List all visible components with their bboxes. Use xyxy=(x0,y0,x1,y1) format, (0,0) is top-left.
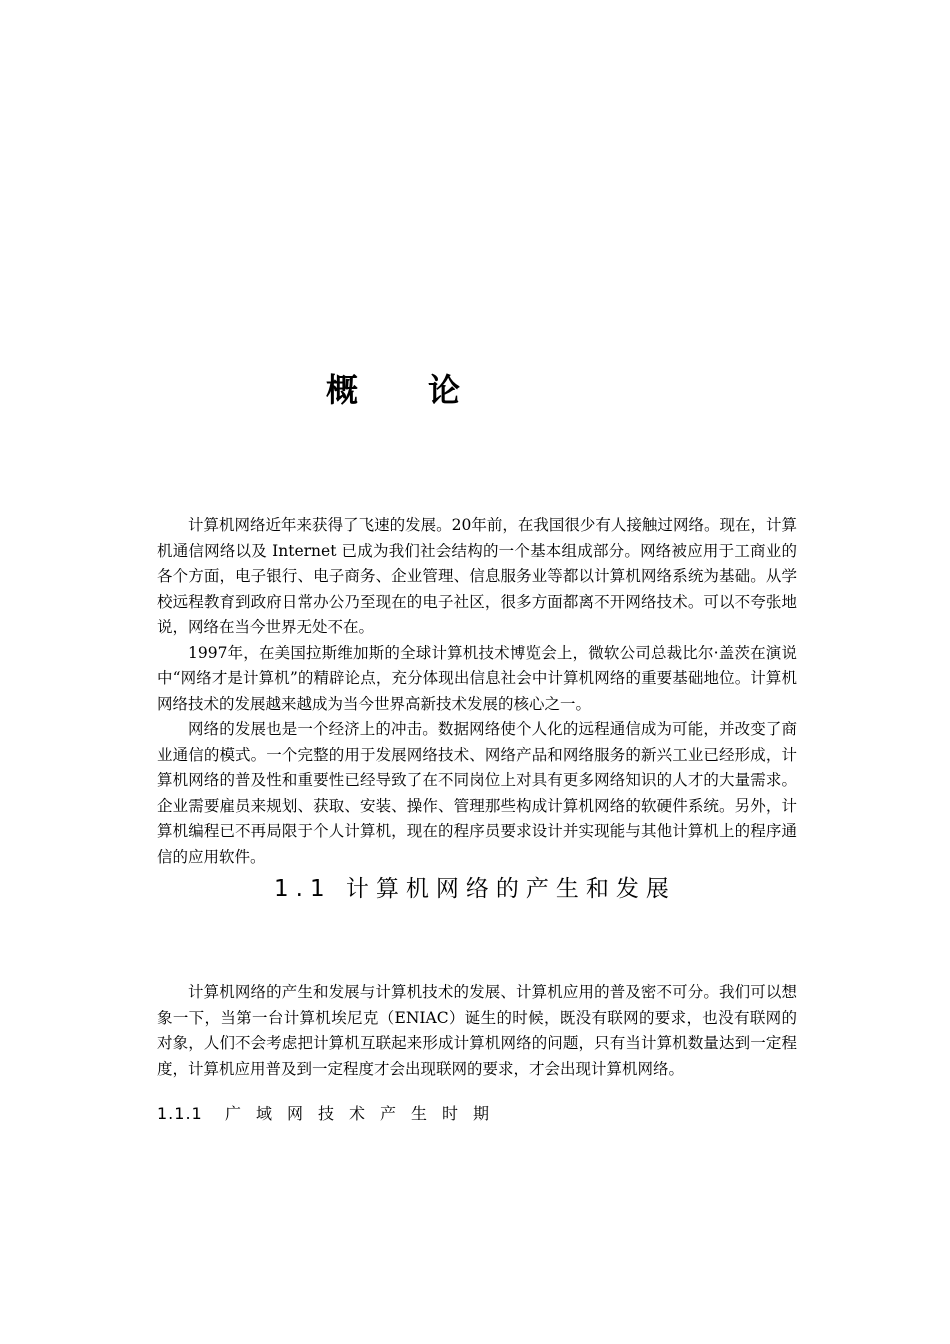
paragraph: 网络的发展也是一个经济上的冲击。数据网络使个人化的远程通信成为可能，并改变了商业通信的模式。一个完整的用于发展网络技术、网络产品和网络服务的新兴工业已经形成，计算机网络的普及性和重要性已经导致了在不同岗位上对具有更多网络知识的人才的大量需求。企业需要雇员来规划、获取、安装、操作、管理那些构成计算机网络的软硬件系统。另外，计算机编程已不再局限于个人计算机，现在的程序员要求设计并实现能与其他计算机上的程序通信的应用软件。 xyxy=(157,720,797,866)
paragraph: 1997年，在美国拉斯维加斯的全球计算机技术博览会上，微软公司总裁比尔·盖茨在演说中“网络才是计算机”的精辟论点，充分体现出信息社会中计算机网络的重要基础地位。计算机网络技术的发展越来越成为当今世界高新技术发展的核心之一。 xyxy=(157,643,797,713)
subsection-number: 1.1.1 xyxy=(157,1104,203,1123)
subsection-title: 广域网技术产生时期 xyxy=(225,1104,505,1123)
paragraph: 计算机网络的产生和发展与计算机技术的发展、计算机应用的普及密不可分。我们可以想象一下，当第一台计算机埃尼克（ENIAC）诞生的时候，既没有联网的要求，也没有联网的对象，人们不会考虑把计算机互联起来形成计算机网络的问题，只有当计算机数量达到一定程度，计算机应用普及到一定程度才会出现联网的要求，才会出现计算机网络。 xyxy=(157,983,797,1078)
chapter-title: 概论 xyxy=(326,371,531,409)
intro-text-block xyxy=(157,513,797,870)
section-heading: 1.1 计算机网络的产生和发展 xyxy=(274,876,676,902)
paragraph: 计算机网络近年来获得了飞速的发展。20年前，在我国很少有人接触过网络。现在，计算机通信网络以及 Internet 已成为我们社会结构的一个基本组成部分。网络被应用于工商业的各个方面，电子银行、电子商务、企业管理、信息服务业等都以计算机网络系统为基础。从学校远程教育到政府日常办公乃至现在的电子社区，很多方面都离不开网络技术。可以不夸张地说，网络在当今世界无处不在。 xyxy=(157,516,797,636)
section-text-block xyxy=(157,980,797,1082)
subsection-heading xyxy=(157,1102,504,1126)
